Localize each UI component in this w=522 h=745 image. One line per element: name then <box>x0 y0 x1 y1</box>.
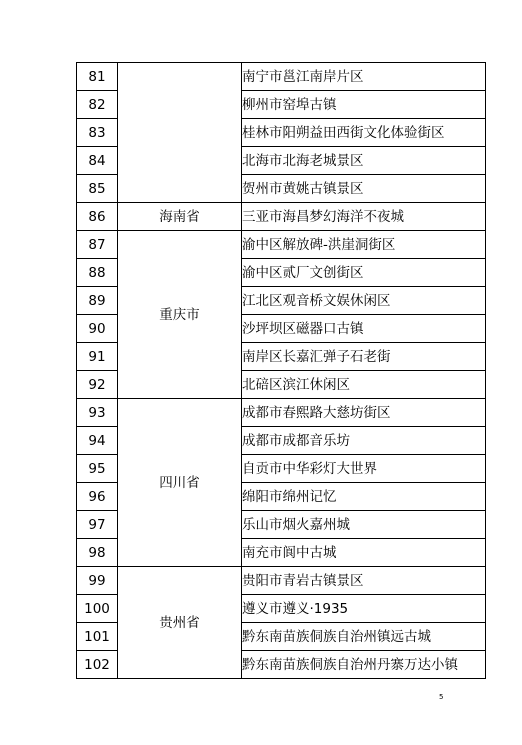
province-cell: 四川省 <box>118 399 242 567</box>
area-name: 北碚区滨江休闲区 <box>242 371 486 399</box>
area-name: 黔东南苗族侗族自治州镇远古城 <box>242 623 486 651</box>
row-number: 87 <box>77 231 118 259</box>
area-name: 北海市北海老城景区 <box>242 147 486 175</box>
area-name: 遵义市遵义·1935 <box>242 595 486 623</box>
row-number: 94 <box>77 427 118 455</box>
row-number: 91 <box>77 343 118 371</box>
row-number: 86 <box>77 203 118 231</box>
province-cell: 海南省 <box>118 203 242 231</box>
area-name: 南宁市邕江南岸片区 <box>242 63 486 91</box>
table-row <box>77 399 486 427</box>
province-cell: 重庆市 <box>118 231 242 399</box>
row-number: 84 <box>77 147 118 175</box>
area-name: 乐山市烟火嘉州城 <box>242 511 486 539</box>
area-name: 南岸区长嘉汇弹子石老街 <box>242 343 486 371</box>
province-cell <box>118 63 242 203</box>
area-name: 贺州市黄姚古镇景区 <box>242 175 486 203</box>
page-number: 5 <box>439 693 444 701</box>
area-name: 黔东南苗族侗族自治州丹寨万达小镇 <box>242 651 486 679</box>
row-number: 89 <box>77 287 118 315</box>
row-number: 102 <box>77 651 118 679</box>
scenic-area-table <box>76 62 486 679</box>
area-name: 自贡市中华彩灯大世界 <box>242 455 486 483</box>
row-number: 100 <box>77 595 118 623</box>
row-number: 96 <box>77 483 118 511</box>
area-name: 渝中区贰厂文创街区 <box>242 259 486 287</box>
row-number: 98 <box>77 539 118 567</box>
row-number: 85 <box>77 175 118 203</box>
area-name: 成都市春熙路大慈坊街区 <box>242 399 486 427</box>
table-row <box>77 63 486 91</box>
row-number: 93 <box>77 399 118 427</box>
row-number: 88 <box>77 259 118 287</box>
row-number: 95 <box>77 455 118 483</box>
area-name: 成都市成都音乐坊 <box>242 427 486 455</box>
table-row <box>77 567 486 595</box>
row-number: 101 <box>77 623 118 651</box>
area-name: 贵阳市青岩古镇景区 <box>242 567 486 595</box>
table-row <box>77 203 486 231</box>
row-number: 82 <box>77 91 118 119</box>
row-number: 97 <box>77 511 118 539</box>
row-number: 83 <box>77 119 118 147</box>
row-number: 92 <box>77 371 118 399</box>
area-name: 柳州市窑埠古镇 <box>242 91 486 119</box>
province-cell: 贵州省 <box>118 567 242 679</box>
area-name: 绵阳市绵州记忆 <box>242 483 486 511</box>
table-row <box>77 231 486 259</box>
area-name: 三亚市海昌梦幻海洋不夜城 <box>242 203 486 231</box>
row-number: 81 <box>77 63 118 91</box>
area-name: 南充市阆中古城 <box>242 539 486 567</box>
area-name: 桂林市阳朔益田西街文化体验街区 <box>242 119 486 147</box>
area-name: 江北区观音桥文娱休闲区 <box>242 287 486 315</box>
row-number: 99 <box>77 567 118 595</box>
row-number: 90 <box>77 315 118 343</box>
area-name: 沙坪坝区磁器口古镇 <box>242 315 486 343</box>
area-name: 渝中区解放碑-洪崖洞街区 <box>242 231 486 259</box>
